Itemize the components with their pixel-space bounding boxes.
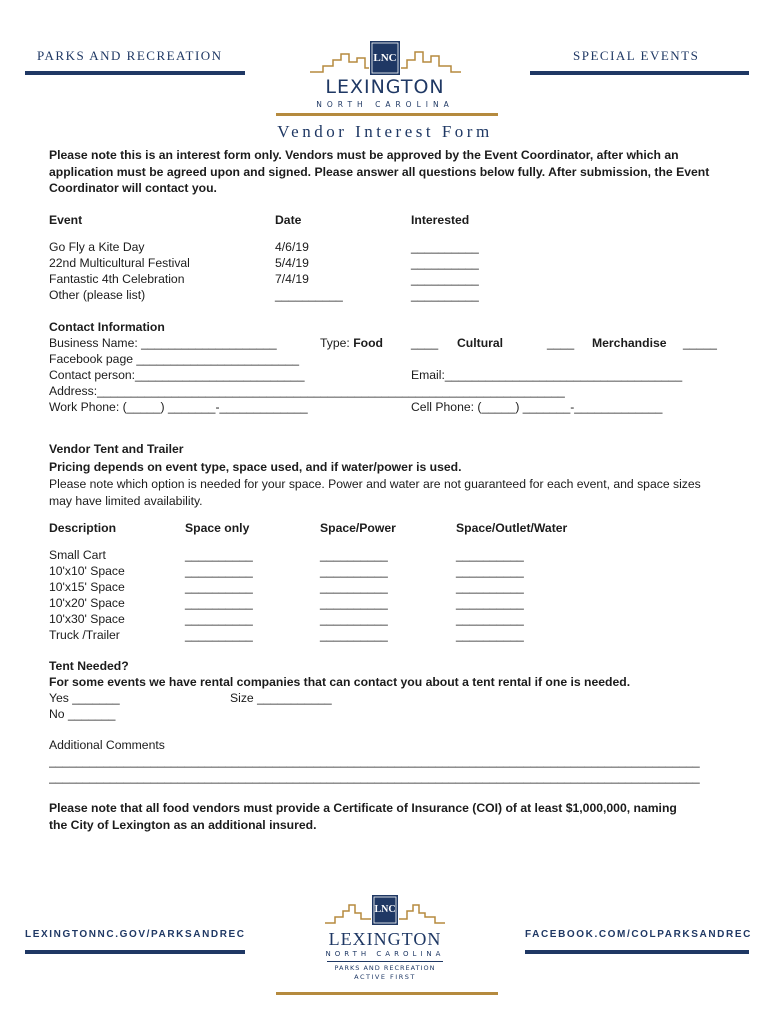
- space-outlet-water-field[interactable]: __________: [456, 580, 524, 594]
- space-row-description: Truck /Trailer: [49, 628, 120, 642]
- event-date: 4/6/19: [275, 240, 309, 254]
- header-right-rule: [530, 71, 749, 75]
- space-only-field[interactable]: __________: [185, 580, 253, 594]
- space-power-field[interactable]: __________: [320, 548, 388, 562]
- footer-logo-monogram: LNC: [374, 904, 396, 915]
- address-field[interactable]: Address:_____________________________________________________________________: [49, 384, 565, 398]
- work-phone-field[interactable]: Work Phone: (_____) _______-_____________: [49, 400, 308, 414]
- space-row-description: Small Cart: [49, 548, 106, 562]
- form-title: Vendor Interest Form: [277, 122, 493, 141]
- space-row-description: 10'x15' Space: [49, 580, 125, 594]
- event-interested-field[interactable]: __________: [411, 240, 479, 254]
- space-power-field[interactable]: __________: [320, 628, 388, 642]
- space-header-outlet-water: Space/Outlet/Water: [456, 521, 568, 535]
- space-only-field[interactable]: __________: [185, 612, 253, 626]
- insurance-note: Please note that all food vendors must provide a Certificate of Insurance (COI) of at least $1,000,000, naming the City of Lexington as an additional insured.: [49, 801, 677, 832]
- space-outlet-water-field[interactable]: __________: [456, 628, 524, 642]
- header-right-title: SPECIAL EVENTS: [573, 48, 700, 63]
- footer-lexington-logo: [305, 893, 465, 988]
- space-only-field[interactable]: __________: [185, 596, 253, 610]
- space-power-field[interactable]: __________: [320, 596, 388, 610]
- space-header-space-only: Space only: [185, 521, 250, 535]
- space-row-description: 10'x30' Space: [49, 612, 125, 626]
- space-row-description: 10'x20' Space: [49, 596, 125, 610]
- event-name: 22nd Multicultural Festival: [49, 256, 190, 270]
- type-cultural-label: Cultural: [457, 336, 504, 350]
- events-header-interested: Interested: [411, 213, 470, 227]
- footer-right-rule: [525, 950, 749, 954]
- events-header-date: Date: [275, 213, 302, 227]
- header-left-rule: [25, 71, 245, 75]
- space-power-field[interactable]: __________: [320, 564, 388, 578]
- logo-state: NORTH CAROLINA: [316, 100, 454, 109]
- footer-website: LEXINGTONNC.GOV/PARKSANDREC: [25, 929, 246, 940]
- intro-text: Please note this is an interest form only. Vendors must be approved by the Event Coordinator, after which an application must be agreed upon and signed. Please answer all questions below fully. After submission, the Event Coordinator will contact you.: [49, 148, 710, 195]
- contact-heading: Contact Information: [49, 320, 165, 334]
- comments-label: Additional Comments: [49, 738, 165, 752]
- cell-phone-field[interactable]: Cell Phone: (_____) _______-_____________: [411, 400, 663, 414]
- header-gold-rule: [276, 113, 498, 116]
- event-name: Other (please list): [49, 288, 146, 302]
- footer-gold-rule: [276, 992, 498, 995]
- space-row-description: 10'x10' Space: [49, 564, 125, 578]
- business-name-field[interactable]: Business Name: ____________________: [49, 336, 277, 350]
- footer-left-rule: [25, 950, 245, 954]
- event-date: 7/4/19: [275, 272, 309, 286]
- tent-yes-field[interactable]: Yes _______: [49, 691, 120, 705]
- email-field[interactable]: Email:___________________________________: [411, 368, 683, 382]
- space-only-field[interactable]: __________: [185, 628, 253, 642]
- space-outlet-water-field[interactable]: __________: [456, 564, 524, 578]
- facebook-field[interactable]: Facebook page ________________________: [49, 352, 300, 366]
- pricing-note: Pricing depends on event type, space used, and if water/power is used.: [49, 460, 462, 474]
- type-food-label: Food: [353, 336, 383, 350]
- type-merch-blank[interactable]: _____: [683, 336, 717, 350]
- logo-city: LEXINGTON: [325, 76, 445, 98]
- type-food-blank[interactable]: ____: [411, 336, 439, 350]
- space-outlet-water-field[interactable]: __________: [456, 612, 524, 626]
- type-label-text: Type:: [320, 336, 354, 350]
- tent-rental-note: For some events we have rental companies that can contact you about a tent rental if one is needed.: [49, 675, 631, 689]
- space-note: Please note which option is needed for your space. Power and water are not guaranteed for each event, and space sizes may have limited availability.: [49, 477, 701, 508]
- contact-person-field[interactable]: Contact person:_________________________: [49, 368, 305, 382]
- footer-logo-city: LEXINGTON: [328, 929, 442, 949]
- event-interested-field[interactable]: __________: [411, 288, 479, 302]
- footer-logo-state: NORTH CAROLINA: [325, 950, 445, 958]
- type-merch-label: Merchandise: [592, 336, 667, 350]
- tent-no-field[interactable]: No _______: [49, 707, 116, 721]
- event-name: Fantastic 4th Celebration: [49, 272, 185, 286]
- footer-logo-divider: [327, 961, 443, 962]
- type-cultural-blank[interactable]: ____: [547, 336, 575, 350]
- event-date-field[interactable]: __________: [275, 288, 343, 302]
- event-interested-field[interactable]: __________: [411, 272, 479, 286]
- type-label: [320, 335, 383, 351]
- space-outlet-water-field[interactable]: __________: [456, 548, 524, 562]
- space-outlet-water-field[interactable]: __________: [456, 596, 524, 610]
- space-power-field[interactable]: __________: [320, 580, 388, 594]
- space-header-description: Description: [49, 521, 117, 535]
- tent-needed-heading: Tent Needed?: [49, 659, 129, 673]
- logo-monogram: LNC: [373, 52, 397, 64]
- comments-line[interactable]: ________________________________________________________________________________________________: [49, 754, 700, 768]
- event-name: Go Fly a Kite Day: [49, 240, 145, 254]
- event-date: 5/4/19: [275, 256, 309, 270]
- space-power-field[interactable]: __________: [320, 612, 388, 626]
- tent-trailer-heading: Vendor Tent and Trailer: [49, 442, 184, 456]
- space-header-space-power: Space/Power: [320, 521, 396, 535]
- comments-line[interactable]: ________________________________________________________________________________________________: [49, 770, 700, 784]
- event-interested-field[interactable]: __________: [411, 256, 479, 270]
- footer-logo-dept: PARKS AND RECREATION: [334, 964, 436, 972]
- space-only-field[interactable]: __________: [185, 564, 253, 578]
- events-header-event: Event: [49, 213, 83, 227]
- footer-logo-tagline: ACTIVE FIRST: [354, 973, 416, 981]
- header-left-title: PARKS AND RECREATION: [37, 48, 223, 63]
- footer-facebook: FACEBOOK.COM/COLPARKSANDREC: [525, 929, 752, 940]
- lexington-logo: [305, 40, 465, 118]
- space-only-field[interactable]: __________: [185, 548, 253, 562]
- tent-size-field[interactable]: Size ___________: [230, 691, 332, 705]
